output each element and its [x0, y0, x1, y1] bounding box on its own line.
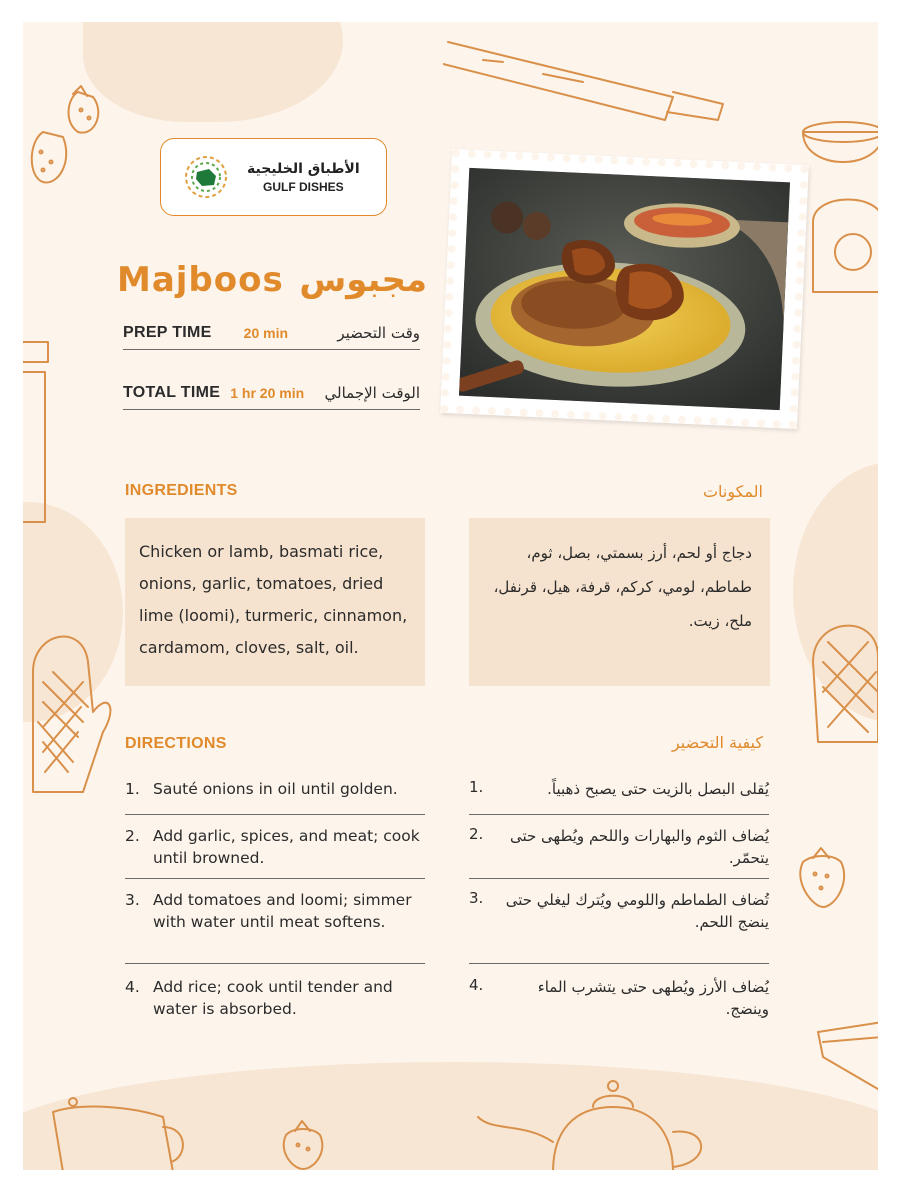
step-number-arabic: .4: [469, 976, 484, 994]
step-text: Add rice; cook until tender and water is absorbed.: [153, 978, 393, 1018]
rolling-pin-icon: [443, 22, 733, 132]
ingredients-text-english: Chicken or lamb, basmati rice, onions, garlic, tomatoes, dried lime (loomi), turmeric, cinnamon, cardamom, cloves, salt, oil.: [139, 542, 408, 657]
total-time-label: TOTAL TIME: [123, 383, 221, 401]
step-number-arabic: .3: [469, 889, 484, 907]
strawberry-bottom-icon: [278, 1117, 328, 1170]
dish-photo-stamp: [440, 149, 809, 429]
ingredients-text-arabic: دجاج أو لحم، أرز بسمتي، بصل، ثوم، طماطم، لومي، كركم، قرفة، هيل، قرنفل، ملح، زيت.: [493, 544, 752, 630]
step-text-arabic: يُقلى البصل بالزيت حتى يصبح ذهبياً.: [547, 780, 769, 798]
directions-list-english: [125, 778, 425, 1026]
ingredients-panel-arabic: [469, 518, 770, 686]
step-number-arabic: .1: [469, 778, 484, 796]
direction-step-arabic: [469, 815, 769, 879]
majboos-dish-illustration: [459, 168, 790, 410]
brand-name-english: GULF DISHES: [262, 179, 344, 194]
pitcher-icon: [43, 1072, 193, 1170]
strawberry-icon: [23, 82, 133, 192]
oven-mitt-icon: [23, 612, 113, 802]
ingredients-heading-arabic: المكونات: [702, 482, 763, 501]
step-number-arabic: .2: [469, 825, 484, 843]
step-number: 1.: [125, 780, 140, 798]
prep-time-row: [123, 316, 420, 350]
recipe-card: [23, 22, 878, 1170]
recipe-title-arabic: مجبوس: [299, 260, 427, 300]
step-text-arabic: يُضاف الثوم والبهارات واللحم ويُطهى حتى يتحمّر.: [509, 827, 769, 867]
direction-step-arabic: [469, 778, 769, 815]
gulf-map-logo-icon: [183, 154, 229, 200]
step-number: 4.: [125, 978, 140, 996]
total-time-label-arabic: الوقت الإجمالي: [324, 383, 420, 402]
directions-list-arabic: [469, 778, 769, 1026]
step-text-arabic: تُضاف الطماطم واللومي ويُترك ليغلي حتى ينضج اللحم.: [505, 891, 769, 931]
brand-name-arabic: الأطباق الخليجية: [247, 160, 360, 177]
total-time-value: 1 hr 20 min: [230, 384, 305, 401]
step-text-arabic: يُضاف الأرز ويُطهى حتى يتشرب الماء وينضج.: [537, 978, 769, 1018]
step-text: Add tomatoes and loomi; simmer with water until meat softens.: [153, 891, 412, 931]
direction-step: [125, 964, 425, 1026]
step-text: Sauté onions in oil until golden.: [153, 780, 398, 798]
oven-mitt-right-icon: [788, 602, 878, 752]
direction-step: [125, 815, 425, 879]
prep-time-label: PREP TIME: [123, 323, 212, 341]
ingredients-heading: INGREDIENTS: [125, 482, 238, 499]
recipe-title-english: Majboos: [117, 260, 284, 300]
direction-step-arabic: [469, 964, 769, 1026]
cake-slice-icon: [813, 1012, 878, 1102]
recipe-title: [117, 250, 427, 310]
jar-icon: [23, 332, 63, 532]
prep-time-value: 20 min: [243, 324, 289, 341]
direction-step: [125, 778, 425, 815]
step-text: Add garlic, spices, and meat; cook until browned.: [153, 827, 420, 867]
dish-photo: [459, 168, 790, 410]
step-number: 3.: [125, 891, 140, 909]
step-number: 2.: [125, 827, 140, 845]
directions-heading: DIRECTIONS: [125, 735, 227, 752]
strawberry-right-icon: [793, 842, 853, 912]
prep-time-label-arabic: وقت التحضير: [337, 323, 420, 342]
total-time-row: [123, 376, 420, 410]
direction-step: [125, 879, 425, 964]
teapot-icon: [473, 1072, 733, 1170]
direction-step-arabic: [469, 879, 769, 964]
brand-logo: [160, 138, 387, 216]
directions-heading-arabic: كيفية التحضير: [671, 733, 763, 752]
ingredients-panel-english: [125, 518, 425, 686]
